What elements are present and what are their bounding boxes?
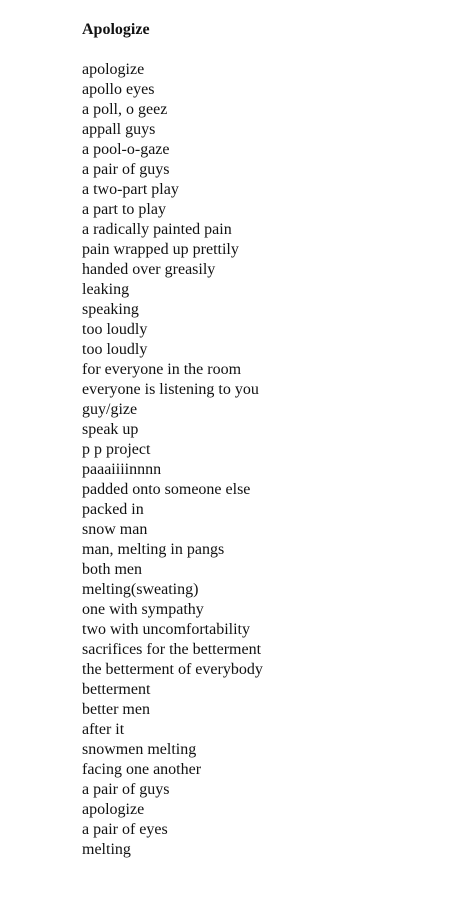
poem-line: apologize	[82, 61, 145, 78]
poem-line: better men	[82, 701, 150, 718]
poem-line: paaaiiiinnnn	[82, 461, 162, 478]
poem-line: speaking	[82, 301, 139, 318]
poem-line: too loudly	[82, 341, 148, 358]
poem-line: betterment	[82, 681, 151, 698]
poem-line: speak up	[82, 421, 139, 438]
poem-line: pain wrapped up prettily	[82, 241, 239, 258]
poem-line: leaking	[82, 281, 130, 298]
poem-line: a part to play	[82, 201, 166, 218]
poem-line: a radically painted pain	[82, 221, 232, 238]
poem-line: sacrifices for the betterment	[82, 641, 262, 658]
poem-line: snow man	[82, 521, 148, 538]
poem-line: a poll, o geez	[82, 101, 168, 118]
poem-line: after it	[82, 721, 125, 738]
poem-line: a pair of guys	[82, 161, 170, 178]
poem-line: facing one another	[82, 761, 202, 778]
poem-line: packed in	[82, 501, 144, 518]
poem-line: everyone is listening to you	[82, 381, 259, 398]
poem-lines	[82, 60, 452, 860]
poem-line: handed over greasily	[82, 261, 216, 278]
poem-line: for everyone in the room	[82, 361, 242, 378]
poem-line: two with uncomfortability	[82, 621, 250, 638]
poem-line: melting	[82, 841, 131, 858]
poem-line: a pair of eyes	[82, 821, 168, 838]
poem-line: the betterment of everybody	[82, 661, 263, 678]
poem-line: a pair of guys	[82, 781, 170, 798]
poem	[82, 20, 452, 860]
poem-line: appall guys	[82, 121, 156, 138]
poem-line: a two-part play	[82, 181, 179, 198]
poem-title: Apologize	[82, 21, 150, 38]
poem-line: padded onto someone else	[82, 481, 251, 498]
poem-line: apologize	[82, 801, 145, 818]
poem-line: apollo eyes	[82, 81, 155, 98]
poem-line: snowmen melting	[82, 741, 197, 758]
poem-line: one with sympathy	[82, 601, 204, 618]
poem-line: a pool-o-gaze	[82, 141, 170, 158]
poem-line: both men	[82, 561, 142, 578]
poem-line: melting(sweating)	[82, 581, 199, 598]
poem-line: guy/gize	[82, 401, 138, 418]
poem-line: p p project	[82, 441, 151, 458]
poem-line: man, melting in pangs	[82, 541, 225, 558]
poem-line: too loudly	[82, 321, 148, 338]
